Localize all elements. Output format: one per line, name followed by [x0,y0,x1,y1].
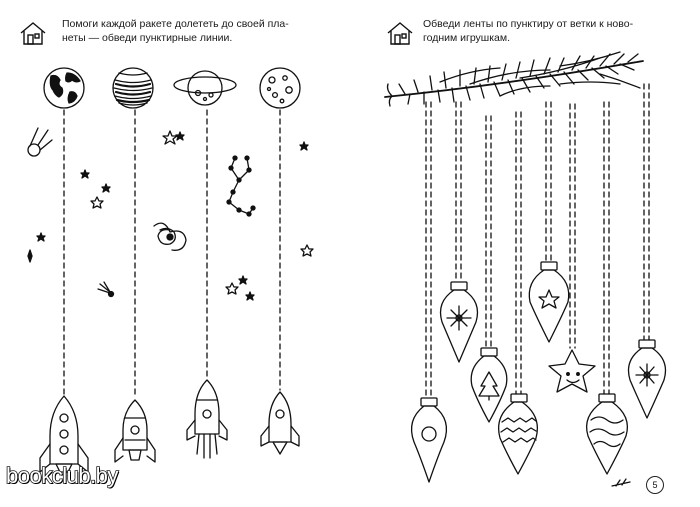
ornament-ring-icon [412,398,447,482]
dashed-ribbons [426,84,649,398]
footer-branch-doodle [612,479,630,486]
rocket-3-icon [187,380,227,458]
instruction-line: годним игрушкам. [423,32,511,44]
pine-branch-illustration [385,52,643,106]
planet-moon-icon [260,68,300,108]
ornament-star-icon [529,262,568,342]
ornament-snowflake-icon [441,282,478,362]
ornament-zigzag-icon [499,394,538,474]
comet-icon [28,128,52,156]
page-number: 5 [646,476,664,494]
rocket-4-icon [261,392,299,454]
instruction-line: Помоги каждой ракете долететь до своей пла- [62,18,289,30]
rocket-1-icon [40,396,88,472]
ornament-wave-icon [587,394,628,474]
instruction-line: неты — обведи пунктирные линии. [62,32,233,44]
stars-decoration [28,131,313,300]
star-smiley-ornament-icon [549,350,595,392]
ornament-tree-icon [471,348,507,422]
left-instruction-text [62,17,312,45]
instruction-line: Обведи ленты по пунктиру от ветки к ново- [423,18,634,30]
planet-earth-icon [44,68,84,108]
dashed-trace-lines [64,110,280,397]
ornament-snowflake-2-icon [629,340,666,418]
galaxy-icon [154,223,186,250]
constellation-icon [227,156,255,216]
home-icon [18,20,48,46]
home-icon [385,20,415,46]
watermark: bookclub.by [6,463,118,488]
planet-striped-icon [113,68,153,108]
rocket-2-icon [115,400,155,462]
small-comet-icon [98,282,114,297]
right-instruction-text [423,17,673,45]
planet-saturn-icon [174,71,236,105]
